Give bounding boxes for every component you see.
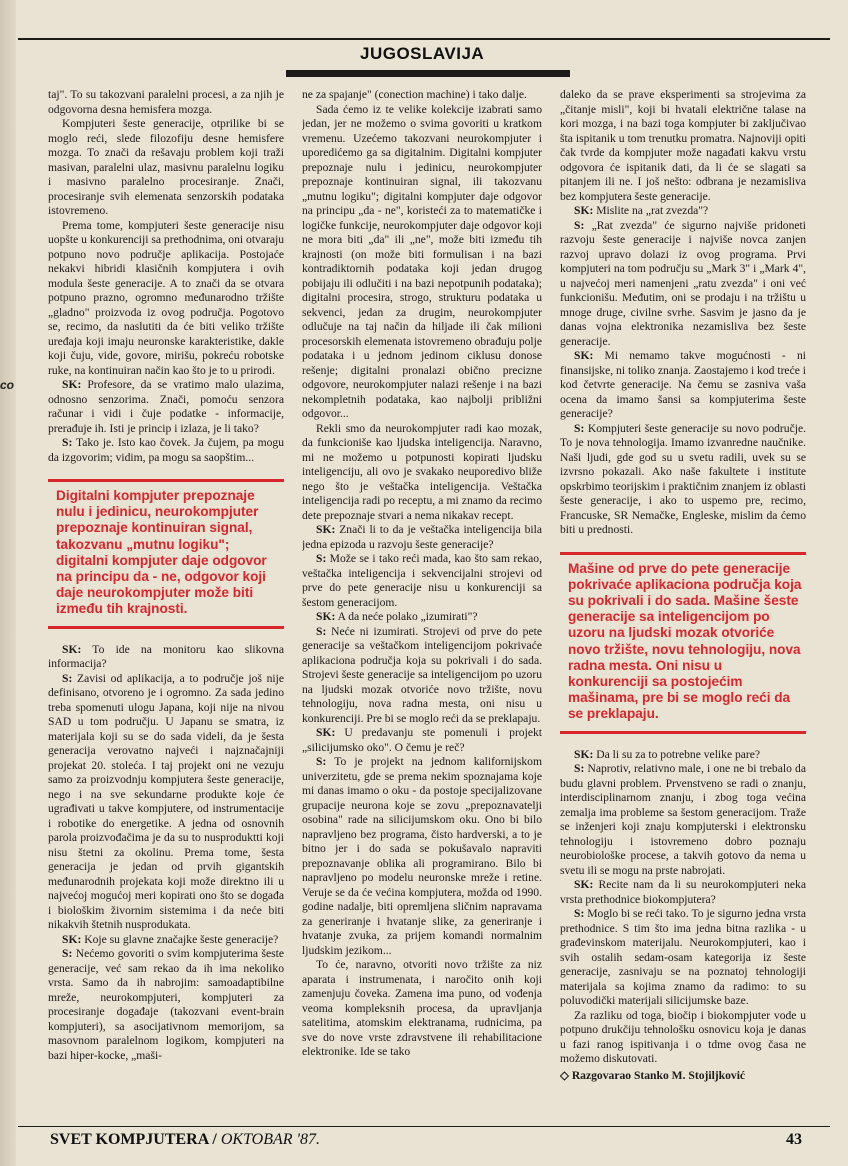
paragraph-text: Tako je. Isto kao čovek. Ja čujem, pa mogu da izgovorim; vidim, pa mogu sa saopštim... [48,436,284,464]
paragraph [302,755,542,958]
speaker-label: SK: [574,204,594,217]
paragraph [560,422,806,538]
article-column-1 [48,88,284,1128]
speaker-label: S: [316,552,327,565]
paragraph-text: Naprotiv, relativno male, i one ne bi trebalo da budu glavni problem. Prvenstveno se radi o znanju, interdisciplinarnom znanju, i zbog toga većina zemalja ima probleme sa šestom generacijom. Traže se inženjeri koji znaju kompjuterski i elektronsku tehnologiju i istovremeno dobro poznaju neurobiološke procese, a takvih gotovo da nema u svetu ili se mogu na prste nabrojati. [560,762,806,877]
paragraph-text: To je projekt na jednom kalifornijskom univerzitetu, gde se prema nekim spoznajama koje mi danas imamo o oku - da postoje specijalizovane grupacije neurona koje se zovu „prepoznavatelji osobina" rade na silicijumskom oku. Ono bi bilo napravljeno bez programa, čisto hardverski, a to je bitno jer i do sada se pokušavalo napraviti prepoznavanje oblika ali programirano. Bilo bi napravljeno po modelu neuronske mreže i retine. Veruje se da će većina kompjutera, možda od 1990. godine nadalje, biti opremljena sličnim napravama za generiranje i hvatanje slike, za generiranje i hvatanje zvuka, za prijem komandi normalnim ljudskim jezikom... [302,755,542,957]
speaker-label: S: [62,947,73,961]
header-bar [286,70,570,77]
pull-quote: Digitalni kompjuter prepoznaje nulu i jedinicu, neurokompjuter prepoznaje kontinuiran signal, takozvanu „mutnu logiku"; digitalni kompjuter daje odgovor na principu da - ne, odgovor koji daje neurokompjuter može biti između tih krajnosti. [48,479,284,629]
paragraph [560,748,806,763]
paragraph-text: U predavanju ste pomenuli i projekt „silicijumsko oko". O čemu je reč? [302,726,542,754]
paragraph-text: „Rat zvezda" će sigurno najviše pridoneti razvoju šeste generacije i najviše novca zanjen razvoj upravo dolazi iz ovog programa. Prvi kompjuteri na tom području su „Mark 3" i „Mark 4", u najvećoj meri namenjeni „ratu zvezda" i oni već funkcionišu. Međutim, oni se prodaju i na tržištu u mnoge druge, civilne svrhe. Sasvim je jasno da je danas vojna elektronika nezamisliva bez šeste generacije. [560,218,806,348]
speaker-label: SK: [316,610,336,623]
page-number: 43 [786,1131,802,1148]
paragraph-text: To ide na monitoru kao slikovna informacija? [48,642,284,671]
speaker-label: S: [316,624,327,638]
footer-magazine-issue [50,1131,320,1149]
paragraph [302,625,542,727]
speaker-label: S: [574,762,585,776]
paragraph-text: Recite nam da li su neurokompjuteri neka vrsta prethodnice biokompjutera? [560,878,806,906]
speaker-label: SK: [62,378,82,391]
speaker-label: SK: [574,878,594,892]
paragraph-text: Kompjuteri šeste generacije su novo područje. To je nova tehnologija. Imamo izvanredne naučnike. Naši ljudi, gde god su u svetu radili, uvek su se izvrsno pokazali. Ako naše fakultete i institute opskrbimo teorijskim i praktičnim znanjem iz oblasti šeste generacije, i ako to uspemo pre, recimo, Francuske, SR Nemačke, Engleske, mislim da ćemo biti u prednosti. [560,421,806,536]
speaker-label: S: [574,218,585,232]
paragraph-text: Nećemo govoriti o svim kompjuterima šeste generacije, već sam rekao da ih ima nekoliko vrsta. Samo da ih nabrojim: samoadaptibilne mreže, neurokompjuteri, kompjuteri za procesiranje događaje (takozvani event-brain kompjuteri), sa asocijativnom memorijom, sa masovnom paralelnom logikom, kompjuteri na bazi hiper-kocke, „maši- [48,947,284,1062]
paragraph [560,219,806,350]
speaker-label: SK: [574,349,594,362]
speaker-label: S: [574,421,585,435]
speaker-label: SK: [316,726,336,739]
paragraph [48,672,284,933]
paragraph [302,726,542,755]
paragraph-text: Koje su glavne značajke šeste generacije? [81,932,279,946]
header-rule [18,38,830,40]
paragraph: ne za spajanje" (conection machine) i tako dalje. [302,88,527,101]
paragraph-text: Zavisi od aplikacija, a to područje još nije definisano, otvoreno je i ogromno. Za sada jedino treba spomenuti ulogu Japana, koji nije na nivou SAD u tom području. U Japanu se smatra, iz materijala koji su se do sada videli, da je šesta generacija verovatno najveći i najznačajniji projekat 20. stoleća. I taj projekt oni ne vezuju samo za proizvodnju kompjutera šeste generacije, nego i na sve sekundarne produkte koje će ugrađivati u takve kompjutere, od instrumentacije i robotike do energetike. A jedna od osnovnih parola proizvođačima je da su to nusproduktti koji nisu štetni za okolinu. Prema tome, šesta generacija je jedan od prvih gigantskih međunarodnih projekata koji može direktno ili u najvećoj mogućoj meri kopirati ono što se događa i biološkim živornim sistemima i da neće biti nikakvih štetnih nusprodukata. [48,671,284,932]
paragraph-text: Da li su za to potrebne velike pare? [593,747,761,761]
paragraph [48,947,284,1063]
article-column-3 [560,88,806,1128]
section-title: JUGOSLAVIJA [360,44,485,63]
paragraph-text: Neće ni izumirati. Strojevi od prve do pete generacije sa veštačkom inteligencijom pokrivaće aplikaciona područja koja su pokrivali i do sada. Strojevi šeste generacije sa inteligencijom po uzoru na ljudski mozak otvoriće novo tržište, novu tehnologiju, nova radna mesta, oni nisu u konkurenciji. Pre bi se moglo reći da se preklapaju. [302,624,542,725]
speaker-label: SK: [62,932,82,946]
paragraph [48,378,284,436]
paragraph [560,204,806,219]
paragraph [48,643,284,672]
author-signature: ◇ Razgovarao Stanko M. Stojiljković [560,1068,746,1082]
paragraph: Prema tome, kompjuteri šeste generacije nisu uopšte u konkurenciji sa prethodnima, oni otvaraju potpuno novo područje aplikacija. Postojaće nekakvi hibridi klasičnih kompjutera i ovih modula šeste generacije. A to znači da se otvara potpuno prazno, ogromno međunarodno tržište „gladno" proizvoda iz ovog područja. Pogotovo se, recimo, da naslutiti da će biti veliko tržište uređaja koji imaju neuronske karakteristike, dakle koji čuju, vide, govore, mirišu, pokreću robotske ruke, na kontinuiran način kao što je to u prirodi. [48,218,284,377]
paragraph: daleko da se prave eksperimenti sa strojevima za „čitanje misli", koji bi hvatali električne talase na kori mozga, i na bazi toga kompjuter bi zaključivao šta ispitanik u tom trenutku promatra. Najnoviji opiti čak tvrde da kompjuter može nagađati kakvu vrstu odgovora će ispitanik dati, da li će se slagati sa pitanjem ili ne. I još nešto: odbrana je nezamisliva bez kompjutera šeste generacije. [560,88,806,203]
speaker-label: S: [316,755,327,768]
article-column-2 [302,88,542,1128]
paragraph-text: A da neće polako „izumirati"? [335,610,478,623]
paragraph [48,933,284,948]
speaker-label: S: [62,671,73,685]
speaker-label: S: [62,436,73,449]
paragraph-text: Mi nemamo takve mogućnosti - ni finansijske, ni toliko znanja. Zaostajemo i kod treće i kod četvrte generacije. Na čemu se zasniva vaša ocena da imamo šansi sa kompjuterima šeste generacije? [560,349,806,420]
paragraph-text: Mislite na „rat zvezda"? [593,204,709,217]
paragraph [302,552,542,610]
paragraph: Rekli smo da neurokompjuter radi kao mozak, da funkcioniše kao ljudska inteligencija. Naravno, mi ne možemo u potpunosti kopirati ljudsku inteligenciju, ali ovo je svakako neuporedivo bliže nego što je veštačka inteligencija. Veštačka inteligencija radi po receptu, a mi znamo da recimo dete prepoznaje stvari a nema nikakav recept. [302,421,542,522]
paragraph: Sada ćemo iz te velike kolekcije izabrati samo jedan, jer ne možemo o svima govoriti u kratkom vremenu. Uzećemo takozvani neurokompjuter i uporedićemo ga sa digitalnim. Digitalni kompjuter prepoznaje nulu i jedinicu, neurokompjuter prepoznaje kontinuiran signal, ili takozvanu „mutnu logiku"; digitalni kompjuter daje odgovor na principu „da - ne", koristeći za to matematičke i logičke funkcije, neurokompjuter daje odgovor koji ne mora biti „da" ili „ne", može biti između tih krajnosti (on može biti formulisan i na bazi kontradiktornih podataka koji jedan drugog pobijaju ili odlučiti i na bazi nepotpunih podataka); digitalni procesira, strogo, strukturu podataka u sekvenci, jedan za drugim, neurokompjuter odlučuje na taj način da hiljade ili čak milioni procesorskih elemenata istovremeno obrađuju polje podataka i u jednom jedinom ciklusu donose rešenje; digitalni pronalazi obično precizne odgovore, neurokompjuter nalazi rešenje i na bazi nekompletnih podataka, kao najbolji približni odgovor... [302,102,542,420]
speaker-label: SK: [62,642,82,656]
footer-rule [18,1126,830,1127]
paragraph-text: Znači li to da je veštačka inteligencija bila jedna epizoda u razvoju šeste generacije? [302,523,542,551]
speaker-label: SK: [574,747,594,761]
paragraph: taj". To su takozvani paralelni procesi, a za njih je odgovorna desna hemisfera mozga. [48,88,284,116]
paragraph [560,907,806,1009]
paragraph [560,878,806,907]
magazine-name: SVET KOMPJUTERA / [50,1131,217,1148]
paragraph [48,436,284,465]
paragraph-text: Profesore, da se vratimo malo ulazima, odnosno senzorima. Znači, pomoću senzora računar i vidi i čuje podatke - informacije, prerađuje ih. Isti je princip i izlaza, je li tako? [48,378,284,435]
paragraph [560,762,806,878]
paragraph-text: Moglo bi se reći tako. To je sigurno jedna vrsta prethodnice. S tim što ima jedna bitna razlika - u građevinskom materijalu. Neurokompjuteri, kao i svih ostalih sedam-osam kategorija iz šeste generacije, zasnivaju se na poznatoj tehnologiji materijala sa kojima znamo da radimo: to su poluvodički materijali silicijumske baze. [560,907,806,1008]
paragraph: Kompjuteri šeste generacije, otprilike bi se moglo reći, slede filozofiju desne hemisfere mozga. To znači da rešavaju problem koji traži masivan, paralelni ulaz, masivnu paralelnu logiku i masivno paralelno procesiranje. Znači, procesiranje svih elemenata senzorskih podataka istovremeno. [48,117,284,217]
page-edge [0,0,16,1166]
paragraph [560,349,806,422]
paragraph-text: Može se i tako reći mada, kao što sam rekao, veštačka inteligencija i sekvencijalni strojevi od prve do pete generacije nisu u konkurenciji sa šestom generacijom. [302,552,542,609]
pull-quote: Mašine od prve do pete generacije pokrivaće aplikaciona područja koja su pokrivali i do sada. Mašine šeste generacije sa inteligencijom po uzoru na ljudski mozak otvoriće novo tržište, novu tehnologiju, nova radna mesta. Oni nisu u konkurenciji sa postojećim mašinama, pre bi se moglo reći da se preklapaju. [560,552,806,734]
paragraph: To će, naravno, otvoriti novo tržište za niz aparata i instrumenata, i naročito onih koji zamenjuju čoveka. Zamena ima puno, od vođenja veoma kompleksnih procesa, da upravljanja satelitima, atomskim elektranama, rudnicima, pa sve do nove vrste zdravstvene ili rehabilitacione elektronike. Ide se tako [302,958,542,1058]
paragraph: Za razliku od toga, biočip i biokompjuter vode u potpuno drukčiju tehnološku osnovicu koja je danas u fazi ranog ispitivanja i o tdme ovog časa ne možemo diskutovati. [560,1008,806,1066]
speaker-label: SK: [316,523,336,536]
speaker-label: S: [574,907,585,921]
paragraph [302,610,542,625]
edge-fragment-text: co [0,378,15,392]
paragraph [302,523,542,552]
issue-date: OKTOBAR '87. [220,1131,320,1148]
